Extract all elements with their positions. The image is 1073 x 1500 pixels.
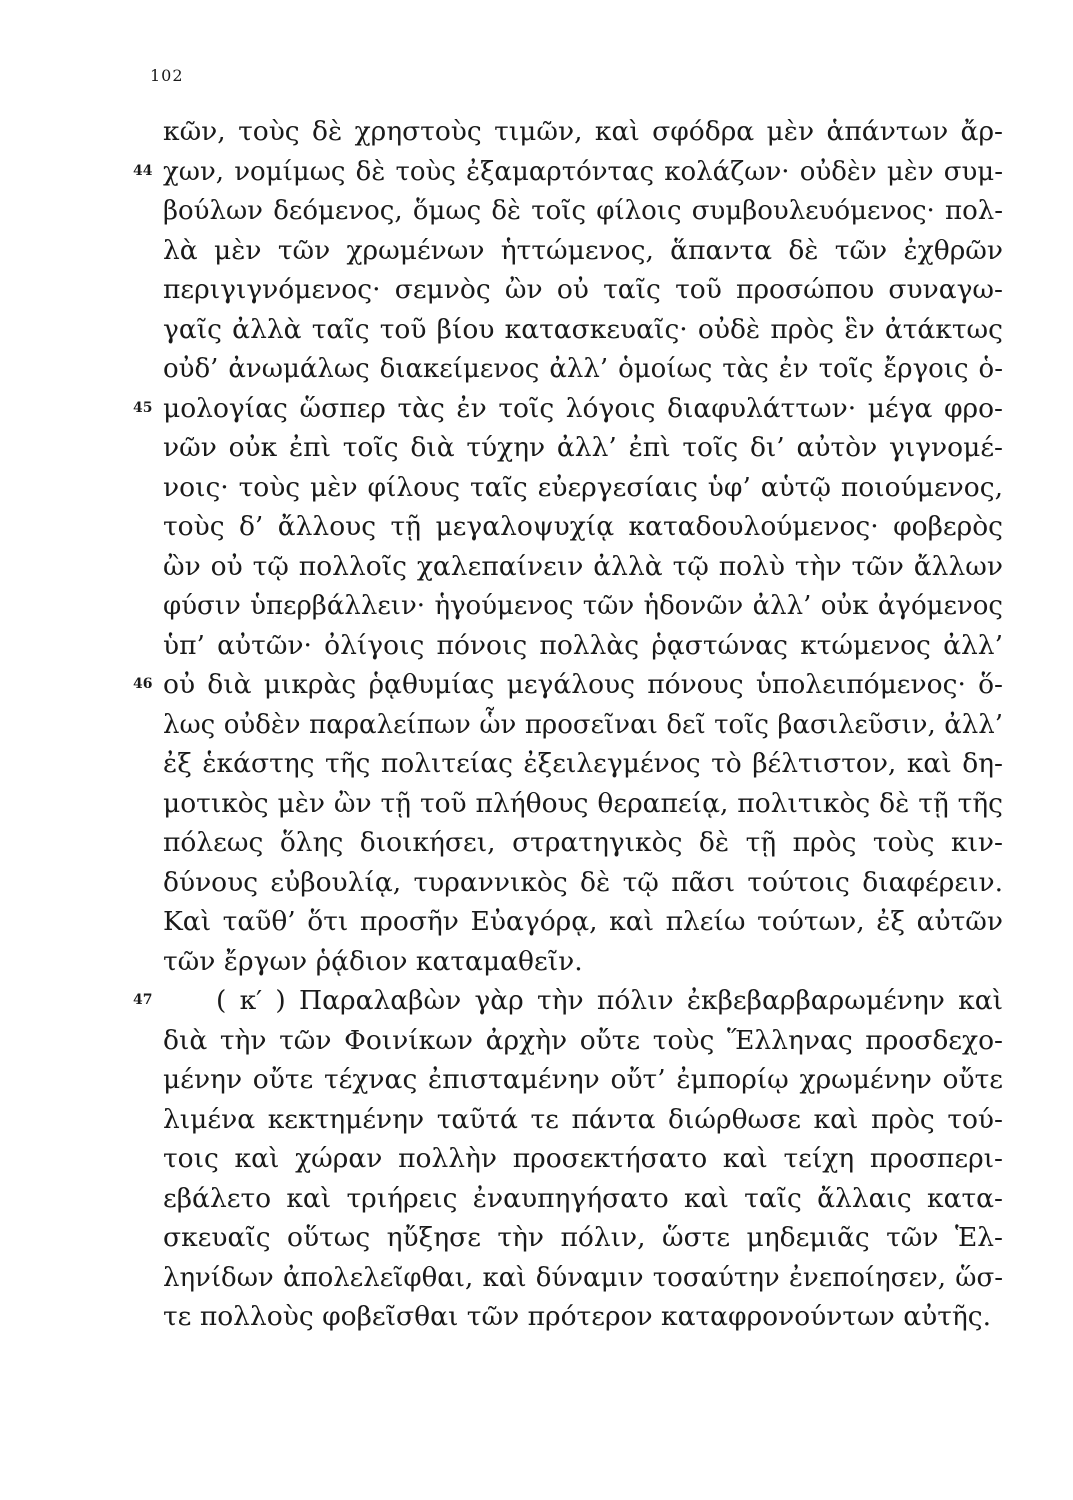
text-line <box>163 784 1003 824</box>
text-line <box>163 586 1003 626</box>
text-line <box>163 1179 1003 1219</box>
line-text: μοτικὸς μὲν ὢν τῇ τοῦ πλήθους θεραπείᾳ, πολιτικὸς δὲ τῇ τῆς <box>163 787 1003 819</box>
text-line <box>163 112 1003 152</box>
text-line <box>163 863 1003 903</box>
section-number: 46 <box>133 676 153 692</box>
line-text: φύσιν ὑπερβάλλειν· ἡγούμενος τῶν ἡδονῶν ἀλλ’ οὐκ ἀγόμενος <box>163 591 1003 621</box>
line-text: εβάλετο καὶ τριήρεις ἐναυπηγήσατο καὶ ταῖς ἄλλαις κατα- <box>163 1182 1003 1214</box>
line-text: μένην οὔτε τέχνας ἐπισταμένην οὔτ’ ἐμπορίῳ χρωμένην οὔτε <box>163 1064 1003 1095</box>
text-line <box>163 1139 1003 1179</box>
line-text: σκευαῖς οὕτως ηὔξησε τὴν πόλιν, ὥστε μηδεμιᾶς τῶν Ἑλ- <box>163 1222 1003 1253</box>
line-text: οὐδ’ ἀνωμάλως διακείμενος ἀλλ’ ὁμοίως τὰς ἐν τοῖς ἔργοις ὁ- <box>163 354 1003 384</box>
line-text: γαῖς ἀλλὰ ταῖς τοῦ βίου κατασκευαῖς· οὐδὲ πρὸς ἓν ἀτάκτως <box>163 313 1003 345</box>
text-line <box>163 468 1003 508</box>
page-number: 102 <box>150 66 184 85</box>
line-text: νῶν οὐκ ἐπὶ τοῖς διὰ τύχην ἀλλ’ ἐπὶ τοῖς δι’ αὐτὸν γιγνομέ- <box>163 432 1003 463</box>
line-text: πόλεως ὅλης διοικήσει, στρατηγικὸς δὲ τῇ πρὸς τοὺς κιν- <box>163 827 1003 858</box>
text-line <box>163 823 1003 863</box>
line-text: δύνους εὐβουλίᾳ, τυραννικὸς δὲ τῷ πᾶσι τούτοις διαφέρειν. <box>163 866 1003 898</box>
text-line <box>163 507 1003 547</box>
line-text: νοις· τοὺς μὲν φίλους ταῖς εὐεργεσίαις ὑφ’ αὑτῷ ποιούμενος, <box>163 471 1003 503</box>
text-line <box>163 1297 1003 1337</box>
line-text: τῶν ἔργων ῥᾴδιον καταμαθεῖν. <box>163 945 583 977</box>
line-text: λιμένα κεκτημένην ταῦτά τε πάντα διώρθωσε καὶ πρὸς τού- <box>163 1103 1003 1135</box>
line-text: λὰ μὲν τῶν χρωμένων ἡττώμενος, ἅπαντα δὲ τῶν ἐχθρῶν <box>163 234 1003 266</box>
text-line <box>133 389 1003 429</box>
line-text: διὰ τὴν τῶν Φοινίκων ἀρχὴν οὔτε τοὺς Ἕλληνας προσδεχο- <box>163 1024 1003 1056</box>
text-line <box>133 665 1003 705</box>
text-line <box>163 1100 1003 1140</box>
text-line <box>163 1258 1003 1298</box>
line-text: βούλων δεόμενος, ὅμως δὲ τοῖς φίλοις συμβουλευόμενος· πολ- <box>163 196 1003 226</box>
text-line <box>163 349 1003 389</box>
text-line <box>163 231 1003 271</box>
text-line <box>163 626 1003 666</box>
text-line <box>163 744 1003 784</box>
text-line <box>163 428 1003 468</box>
text-line <box>163 1218 1003 1258</box>
line-text: ὑπ’ αὐτῶν· ὀλίγοις πόνοις πολλὰς ῥᾳστώνας κτώμενος ἀλλ’ <box>163 629 1003 661</box>
section-number: 45 <box>133 399 153 416</box>
line-text: ὢν οὐ τῷ πολλοῖς χαλεπαίνειν ἀλλὰ τῷ πολὺ τὴν τῶν ἄλλων <box>163 550 1003 582</box>
text-line <box>163 1021 1003 1061</box>
text-line <box>163 547 1003 587</box>
line-text: ( κ′ ) Παραλαβὼν γὰρ τὴν πόλιν ἐκβεβαρβαρωμένην καὶ <box>163 985 1003 1016</box>
line-text: ληνίδων ἀπολελεῖφθαι, καὶ δύναμιν τοσαύτην ἐνεποίησεν, ὥσ- <box>163 1262 1003 1293</box>
text-line <box>163 310 1003 350</box>
line-text: τοὺς δ’ ἄλλους τῇ μεγαλοψυχίᾳ καταδουλούμενος· φοβερὸς <box>163 511 1003 542</box>
text-line <box>163 902 1003 942</box>
line-text: λως οὐδὲν παραλείπων ὧν προσεῖναι δεῖ τοῖς βασιλεῦσιν, ἀλλ’ <box>163 709 1003 740</box>
line-text: χων, νομίμως δὲ τοὺς ἐξαμαρτόντας κολάζων· οὐδὲν μὲν συμ- <box>163 156 1003 187</box>
line-text: μολογίας ὥσπερ τὰς ἐν τοῖς λόγοις διαφυλάττων· μέγα φρο- <box>163 392 1003 424</box>
line-text: ἐξ ἑκάστης τῆς πολιτείας ἐξειλεγμένος τὸ βέλτιστον, καὶ δη- <box>163 748 1003 779</box>
section-number: 47 <box>133 992 153 1008</box>
text-line <box>133 981 1003 1021</box>
body-text <box>133 112 1003 1337</box>
section-number: 44 <box>133 162 153 179</box>
line-text: οὐ διὰ μικρὰς ῥᾳθυμίας μεγάλους πόνους ὑπολειπόμενος· ὅ- <box>163 669 1003 700</box>
text-line <box>163 191 1003 231</box>
line-text: περιγιγνόμενος· σεμνὸς ὢν οὐ ταῖς τοῦ προσώπου συναγω- <box>163 274 1003 305</box>
text-line <box>163 705 1003 745</box>
text-line <box>163 942 1003 982</box>
text-line <box>163 1060 1003 1100</box>
line-text: Καὶ ταῦθ’ ὅτι προσῆν Εὐαγόρᾳ, καὶ πλείω τούτων, ἐξ αὐτῶν <box>163 906 1003 937</box>
line-text: τοις καὶ χώραν πολλὴν προσεκτήσατο καὶ τείχη προσπερι- <box>163 1143 1003 1174</box>
line-text: κῶν, τοὺς δὲ χρηστοὺς τιμῶν, καὶ σφόδρα μὲν ἁπάντων ἄρ- <box>163 116 1003 147</box>
text-line <box>133 152 1003 192</box>
line-text: τε πολλοὺς φοβεῖσθαι τῶν πρότερον καταφρονούντων αὐτῆς. <box>163 1301 992 1332</box>
text-line <box>163 270 1003 310</box>
